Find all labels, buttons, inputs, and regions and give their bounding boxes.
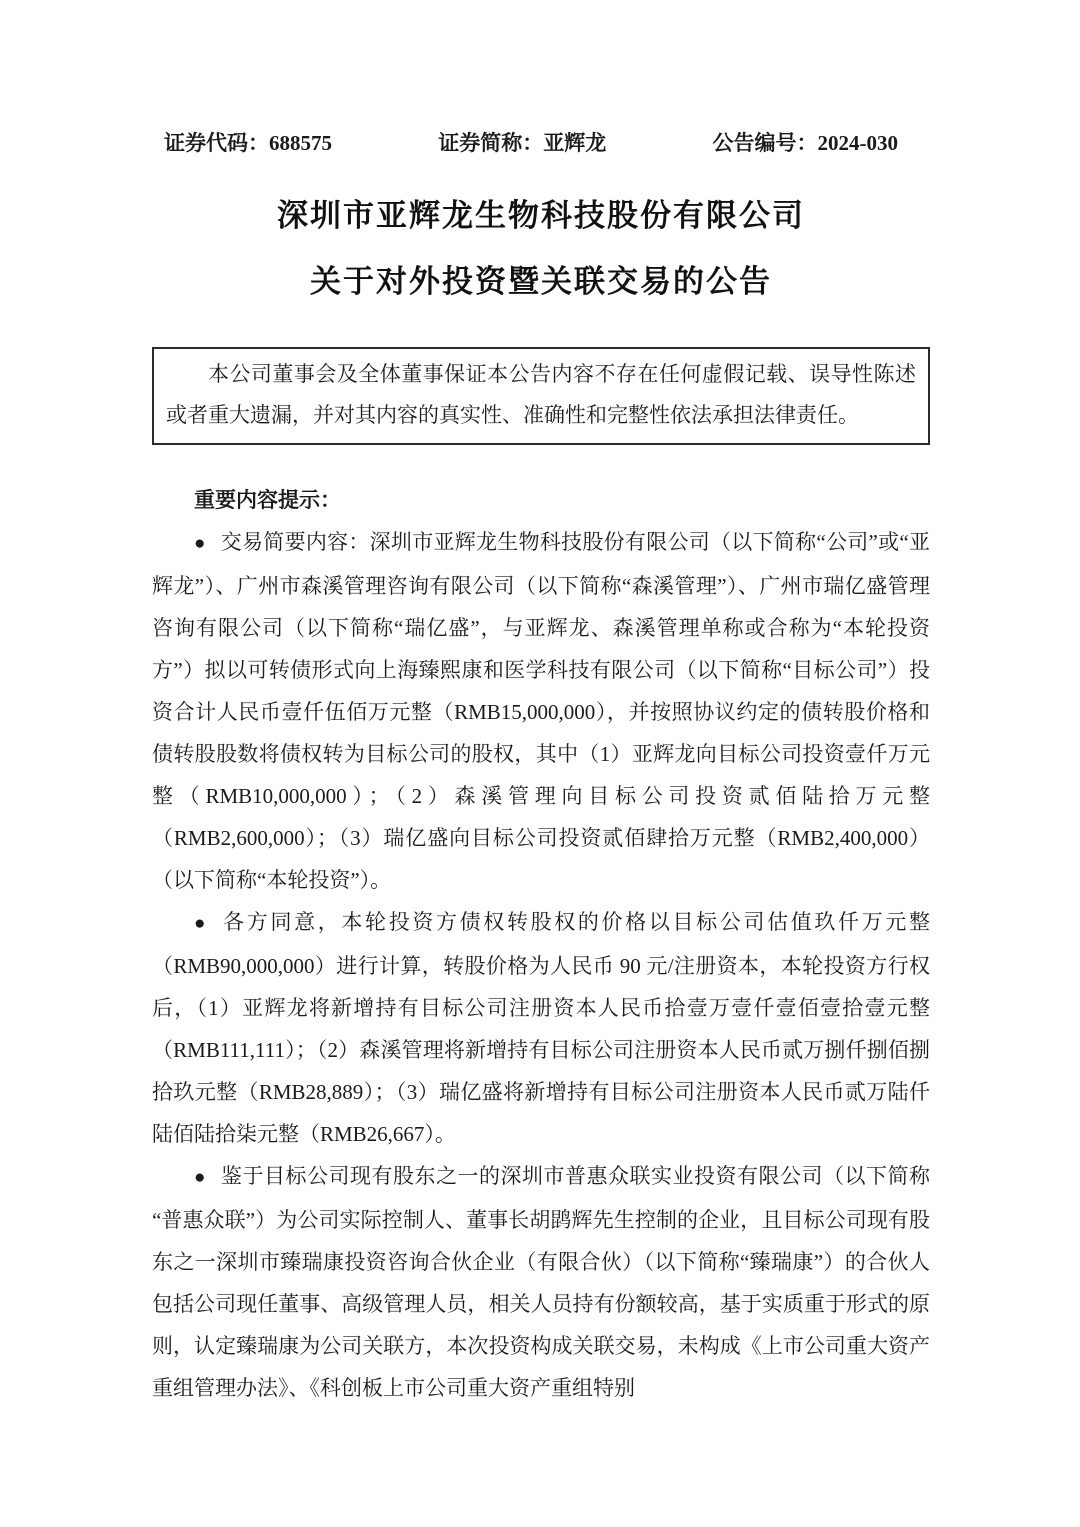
title-line-2: 关于对外投资暨关联交易的公告 — [310, 264, 772, 299]
bullet-icon: ● — [194, 1167, 206, 1188]
disclaimer-box — [152, 347, 930, 445]
stock-code: 证券代码：688575 — [164, 131, 332, 155]
announcement-number: 公告编号：2024-030 — [712, 131, 898, 155]
bullet-text: 鉴于目标公司现有股东之一的深圳市普惠众联实业投资有限公司（以下简称“普惠众联”）为公司实际控制人、董事长胡鹍辉先生控制的企业，且目标公司现有股东之一深圳市臻瑞康投资咨询合伙企业（有限合伙）（以下简称“臻瑞康”）的合伙人包括公司现任董事、高级管理人员，相关人员持有份额较高，基于实质重于形式的原则，认定臻瑞康为公司关联方，本次投资构成关联交易，未构成《上市公司重大资产重组管理办法》、《科创板上市公司重大资产重组特别 — [152, 1164, 930, 1400]
notice-bullet-2 — [152, 901, 930, 1155]
stock-short-name: 证券简称：亚辉龙 — [438, 131, 607, 155]
bullet-icon: ● — [194, 913, 209, 934]
bullet-icon: ● — [194, 533, 206, 554]
doc-header — [152, 130, 930, 157]
page-title — [152, 183, 930, 315]
notice-bullet-3 — [152, 1155, 930, 1409]
notice-bullet-1 — [152, 521, 930, 901]
notice-heading: 重要内容提示： — [194, 488, 341, 512]
disclaimer-text: 本公司董事会及全体董事保证本公告内容不存在任何虚假记载、误导性陈述或者重大遗漏，并对其内容的真实性、准确性和完整性依法承担法律责任。 — [166, 362, 916, 427]
bullet-text: 交易简要内容：深圳市亚辉龙生物科技股份有限公司（以下简称“公司”或“亚辉龙”）、广州市森溪管理咨询有限公司（以下简称“森溪管理”）、广州市瑞亿盛管理咨询有限公司（以下简称“瑞亿盛”，与亚辉龙、森溪管理单称或合称为“本轮投资方”）拟以可转债形式向上海臻熙康和医学科技有限公司（以下简称“目标公司”）投资合计人民币壹仟伍佰万元整（RMB15,000,000），并按照协议约定的债转股价格和债转股股数将债权转为目标公司的股权，其中（1）亚辉龙向目标公司投资壹仟万元整（RMB10,000,000）；（2）森溪管理向目标公司投资贰佰陆拾万元整（RMB2,600,000）；（3）瑞亿盛向目标公司投资贰佰肆拾万元整（RMB2,400,000）（以下简称“本轮投资”）。 — [152, 530, 930, 892]
bullet-text: 各方同意，本轮投资方债权转股权的价格以目标公司估值玖仟万元整（RMB90,000,000）进行计算，转股价格为人民币 90 元/注册资本，本轮投资方行权后，（1）亚辉龙将新增持有目标公司注册资本人民币拾壹万壹仟壹佰壹拾壹元整（RMB111,111）；（2）森溪管理将新增持有目标公司注册资本人民币贰万捌仟捌佰捌拾玖元整（RMB28,889）；（3）瑞亿盛将新增持有目标公司注册资本人民币贰万陆仟陆佰陆拾柒元整（RMB26,667）。 — [152, 910, 931, 1146]
notice-bullet-list — [152, 521, 930, 1409]
title-line-1: 深圳市亚辉龙生物科技股份有限公司 — [277, 198, 805, 233]
